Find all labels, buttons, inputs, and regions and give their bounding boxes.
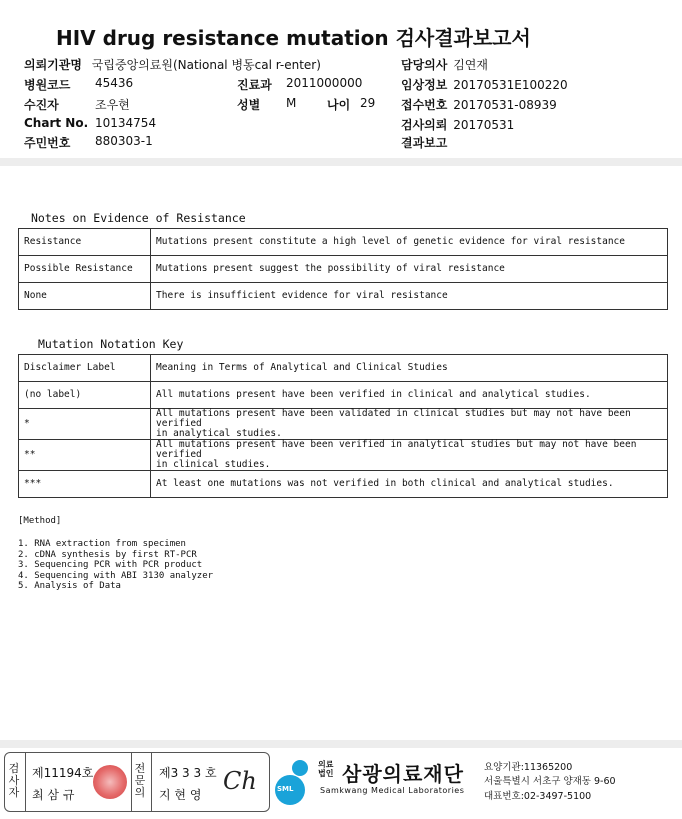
evidence-desc: Mutations present suggest the possibility of viral resistance: [151, 256, 668, 283]
notation-meaning: [151, 409, 668, 440]
lab-logo-text: SML: [277, 785, 294, 793]
result-row: [401, 134, 447, 151]
table-row: [19, 440, 668, 471]
notation-meaning-line1: All mutations present have been verified in analytical studies but may not have been verified: [156, 439, 637, 460]
examiner-vertical-label: 검 사 자: [8, 762, 20, 799]
notation-header-meaning: Meaning in Terms of Analytical and Clinical Studies: [151, 355, 668, 382]
receipt-label: 접수번호: [401, 98, 448, 112]
notation-meaning-line2: in clinical studies.: [156, 459, 271, 470]
evidence-term: Possible Resistance: [19, 256, 151, 283]
doctor-value: 김연재: [453, 58, 488, 72]
request-label: 검사의뢰: [401, 118, 448, 132]
signature: Ch: [223, 767, 257, 795]
lab-english-name: Samkwang Medical Laboratories: [320, 786, 465, 795]
report-title: HIV drug resistance mutation 검사결과보고서: [56, 26, 531, 50]
signature-box: [4, 752, 270, 812]
evidence-term: Resistance: [19, 229, 151, 256]
age-label: 나이: [327, 98, 351, 112]
sex-value: M: [286, 96, 297, 110]
evidence-desc: There is insufficient evidence for viral resistance: [151, 283, 668, 310]
table-row: [19, 256, 668, 283]
table-row: [19, 471, 668, 498]
rrn-label: 주민번호: [24, 136, 71, 150]
rrn-value: 880303-1: [95, 134, 153, 148]
specialist-name: 지 현 영: [159, 788, 202, 802]
method-step: 5. Analysis of Data: [18, 581, 121, 591]
table-row: [19, 355, 668, 382]
lab-logo-icon: [272, 756, 316, 806]
clinical-value: 20170531E100220: [453, 78, 568, 92]
separator-bar: [0, 158, 682, 166]
clinical-row: [401, 76, 568, 93]
method-step: 1. RNA extraction from specimen: [18, 539, 186, 549]
request-value: 20170531: [453, 118, 515, 132]
lab-address: 서울특별시 서초구 양재동 9-60: [484, 776, 616, 787]
doctor-label: 담당의사: [401, 58, 448, 72]
notation-label: (no label): [19, 382, 151, 409]
evidence-desc: Mutations present constitute a high level of genetic evidence for viral resistance: [151, 229, 668, 256]
lab-name: 삼광의료재단: [342, 762, 464, 786]
notation-meaning: [151, 382, 668, 409]
table-row: [19, 229, 668, 256]
table-row: [19, 382, 668, 409]
notation-label: ***: [19, 471, 151, 498]
method-step: 2. cDNA synthesis by first RT-PCR: [18, 549, 197, 560]
lab-phone: 대표번호:02-3497-5100: [484, 791, 592, 802]
specialist-number: 제3 3 3 호: [159, 766, 217, 780]
notation-table: [18, 354, 668, 498]
method-list: [18, 539, 213, 592]
notation-title: Mutation Notation Key: [38, 337, 184, 351]
table-row: [19, 409, 668, 440]
method-step: 4. Sequencing with ABI 3130 analyzer: [18, 570, 214, 581]
lab-prefix: 의료 법인: [318, 760, 334, 778]
code-value: 45436: [95, 76, 134, 90]
examiner-name: 최 삼 규: [32, 788, 75, 802]
evidence-term: None: [19, 283, 151, 310]
code-row: [24, 76, 70, 93]
examiner-seal-icon: [93, 765, 127, 799]
clinical-label: 임상정보: [401, 78, 448, 92]
hospital-value: 국립중앙의료원(National 병동cal r-enter): [91, 58, 321, 72]
code-label: 병원코드: [24, 78, 71, 92]
result-label: 결과보고: [401, 136, 448, 150]
evidence-table: [18, 228, 668, 310]
notation-meaning-line1: All mutations present have been validated in clinical studies but may not have been verified: [156, 408, 631, 429]
notation-label: *: [19, 409, 151, 440]
notation-label: **: [19, 440, 151, 471]
method-step: 3. Sequencing PCR with PCR product: [18, 560, 203, 570]
dept-value: 2011000000: [286, 76, 363, 90]
receipt-row: [401, 96, 557, 113]
notation-meaning: [151, 440, 668, 471]
chart-label: Chart No.: [24, 116, 89, 130]
notation-meaning-line1: At least one mutations was not verified in both clinical and analytical studies.: [156, 478, 614, 489]
collector-value: 조우현: [95, 98, 130, 112]
method-title: [Method]: [18, 516, 62, 526]
receipt-value: 20170531-08939: [453, 98, 557, 112]
notation-meaning-line2: in analytical studies.: [156, 428, 282, 439]
notation-meaning: [151, 471, 668, 498]
hospital-row: [24, 56, 321, 73]
specialist-vertical-label: 전 문 의: [134, 762, 146, 799]
collector-label: 수진자: [24, 98, 59, 112]
request-row: [401, 116, 514, 133]
sex-label: 성별: [237, 98, 261, 112]
notation-header-label: Disclaimer Label: [19, 355, 151, 382]
examiner-number: 제11194호: [32, 766, 94, 780]
hospital-label: 의뢰기관명: [24, 58, 82, 72]
doctor-row: [401, 56, 488, 73]
footer-separator-bar: [0, 740, 682, 748]
notation-meaning-line1: All mutations present have been verified in clinical and analytical studies.: [156, 389, 591, 400]
age-value: 29: [360, 96, 376, 110]
chart-value: 10134754: [95, 116, 157, 130]
evidence-title: Notes on Evidence of Resistance: [31, 211, 246, 225]
dept-label: 진료과: [237, 78, 272, 92]
table-row: [19, 283, 668, 310]
lab-code: 요양기관:11365200: [484, 762, 573, 773]
